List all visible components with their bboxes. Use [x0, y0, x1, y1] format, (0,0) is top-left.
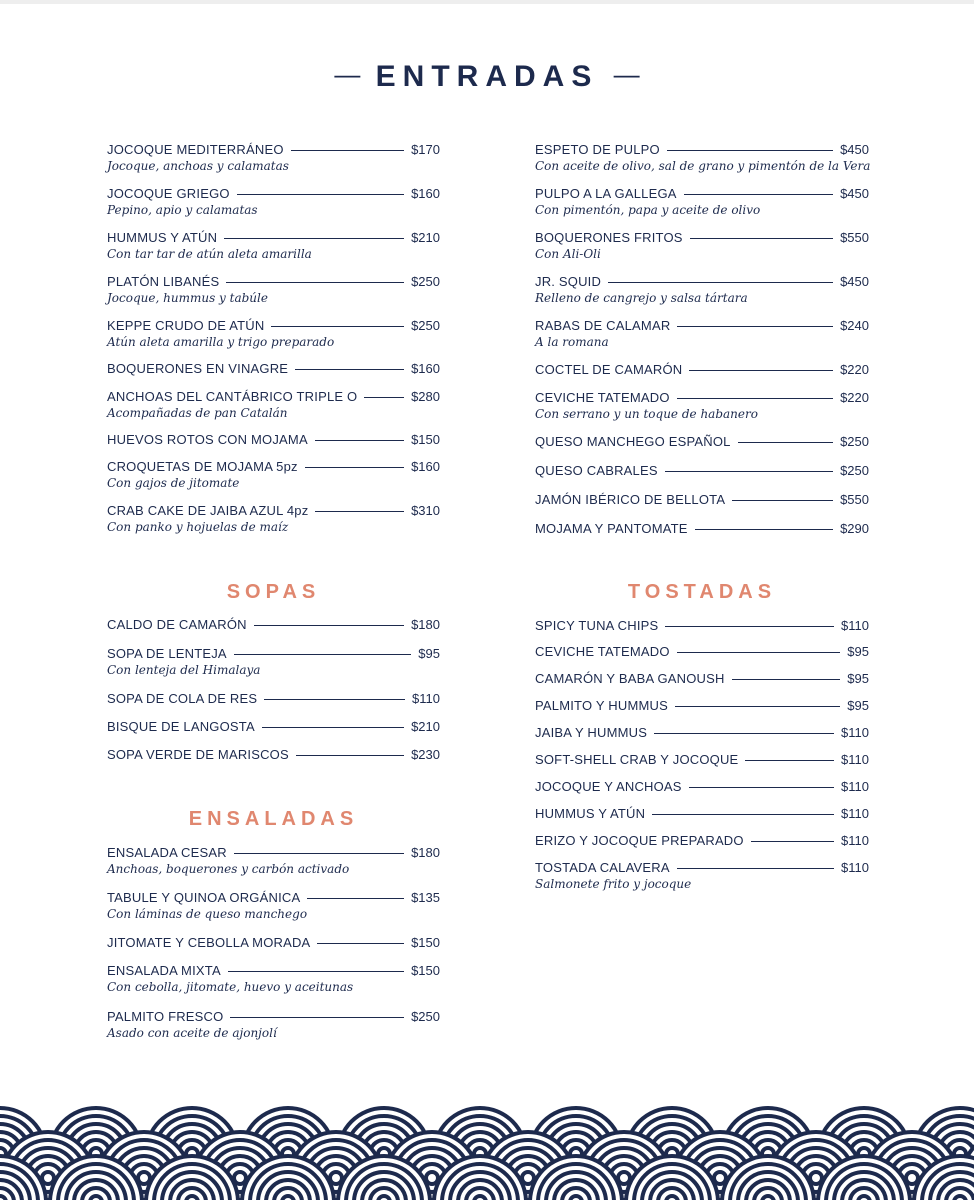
- item-description: Acompañadas de pan Catalán: [107, 406, 288, 420]
- item-price: $110: [841, 860, 869, 875]
- item-name: BOQUERONES FRITOS: [535, 230, 683, 245]
- menu-item-croquetas-de-mojama-5pz: [107, 459, 440, 491]
- menu-item-row: [107, 318, 440, 334]
- item-name: ENSALADA MIXTA: [107, 963, 221, 978]
- item-name: CRAB CAKE DE JAIBA AZUL 4pz: [107, 503, 309, 518]
- menu-item-palmito-fresco: [107, 1009, 440, 1041]
- dotted-leader: [234, 853, 404, 854]
- menu-item-row: [535, 521, 869, 537]
- dotted-leader: [305, 467, 404, 468]
- menu-item-row: [535, 186, 869, 202]
- menu-item-row: [107, 361, 440, 377]
- dotted-leader: [667, 150, 833, 151]
- title-text: ENTRADAS: [375, 60, 599, 93]
- item-description: Con lenteja del Himalaya: [107, 663, 261, 677]
- item-price: $210: [411, 719, 440, 734]
- item-price: $240: [840, 318, 869, 333]
- item-price: $150: [411, 432, 440, 447]
- title-dash-right: —: [613, 59, 640, 89]
- menu-item-row: [107, 230, 440, 246]
- dotted-leader: [364, 397, 404, 398]
- item-price: $250: [411, 1009, 440, 1024]
- item-description: Asado con aceite de ajonjolí: [107, 1026, 277, 1040]
- menu-item-anchoas-del-cantabrico-triple-o: [107, 389, 440, 421]
- dotted-leader: [732, 500, 833, 501]
- menu-item-row: [535, 752, 869, 768]
- item-name: JR. SQUID: [535, 274, 602, 289]
- item-name: JITOMATE Y CEBOLLA MORADA: [107, 935, 311, 950]
- dotted-leader: [677, 326, 833, 327]
- menu-item-row: [535, 779, 869, 795]
- item-name: PALMITO FRESCO: [107, 1009, 224, 1024]
- menu-item-row: [535, 362, 869, 378]
- item-name: PLATÓN LIBANÉS: [107, 274, 220, 289]
- item-name: ANCHOAS DEL CANTÁBRICO TRIPLE O: [107, 389, 358, 404]
- menu-item-mojama-y-pantomate: [535, 521, 869, 537]
- item-price: $160: [411, 459, 440, 474]
- item-description: Jocoque, anchoas y calamatas: [107, 159, 289, 173]
- item-price: $150: [411, 963, 440, 978]
- menu-item-jitomate-y-cebolla-morada: [107, 935, 440, 951]
- item-description: Relleno de cangrejo y salsa tártara: [535, 291, 748, 305]
- item-price: $110: [841, 752, 869, 767]
- menu-item-queso-cabrales: [535, 463, 869, 479]
- menu-item-row: [535, 698, 869, 714]
- menu-item-row: [107, 503, 440, 519]
- item-name: KEPPE CRUDO DE ATÚN: [107, 318, 265, 333]
- menu-item-row: [107, 719, 440, 735]
- item-name: MOJAMA Y PANTOMATE: [535, 521, 688, 536]
- item-description: Salmonete frito y jocoque: [535, 877, 692, 891]
- menu-item-palmito-y-hummus: [535, 698, 869, 714]
- item-description: Con tar tar de atún aleta amarilla: [107, 247, 312, 261]
- item-price: $230: [411, 747, 440, 762]
- menu-item-row: [107, 747, 440, 763]
- menu-item-huevos-rotos-con-mojama: [107, 432, 440, 448]
- menu-item-platon-libanes: [107, 274, 440, 306]
- title-dash-left: —: [334, 59, 361, 89]
- dotted-leader: [745, 760, 834, 761]
- dotted-leader: [237, 194, 404, 195]
- menu-item-tabule-y-quinoa-organica: [107, 890, 440, 922]
- dotted-leader: [675, 706, 840, 707]
- item-price: $110: [841, 779, 869, 794]
- menu-item-row: [107, 459, 440, 475]
- menu-item-row: [535, 806, 869, 822]
- item-description: Con serrano y un toque de habanero: [535, 407, 758, 421]
- dotted-leader: [315, 511, 404, 512]
- item-price: $95: [847, 671, 869, 686]
- ensaladas-title: ENSALADAS: [188, 808, 359, 830]
- menu-item-ceviche-tatemado: [535, 644, 869, 660]
- item-name: CALDO DE CAMARÓN: [107, 617, 247, 632]
- menu-item-row: [535, 142, 869, 158]
- menu-item-ceviche-tatemado: [535, 390, 869, 422]
- item-description: Con aceite de olivo, sal de grano y pimentón de la Vera: [535, 159, 871, 173]
- menu-item-row: [107, 617, 440, 633]
- item-description: Atún aleta amarilla y trigo preparado: [107, 335, 335, 349]
- menu-item-queso-manchego-espanol: [535, 434, 869, 450]
- item-price: $110: [841, 618, 869, 633]
- item-name: CROQUETAS DE MOJAMA 5pz: [107, 459, 298, 474]
- menu-item-espeto-de-pulpo: [535, 142, 869, 174]
- item-price: $220: [840, 362, 869, 377]
- dotted-leader: [665, 471, 833, 472]
- item-price: $110: [412, 691, 440, 706]
- dotted-leader: [695, 529, 833, 530]
- dotted-leader: [254, 625, 404, 626]
- item-price: $250: [840, 434, 869, 449]
- menu-item-row: [535, 644, 869, 660]
- item-price: $170: [411, 142, 440, 157]
- menu-item-row: [535, 725, 869, 741]
- dotted-leader: [295, 369, 404, 370]
- menu-item-caldo-de-camaron: [107, 617, 440, 633]
- tostadas-title: TOSTADAS: [627, 581, 777, 603]
- item-name: JOCOQUE MEDITERRÁNEO: [107, 142, 284, 157]
- item-name: ENSALADA CESAR: [107, 845, 227, 860]
- menu-item-row: [107, 274, 440, 290]
- item-description: Con panko y hojuelas de maíz: [107, 520, 289, 534]
- menu-item-camaron-y-baba-ganoush: [535, 671, 869, 687]
- item-price: $250: [411, 274, 440, 289]
- dotted-leader: [271, 326, 404, 327]
- menu-item-sopa-de-lenteja: [107, 646, 440, 678]
- item-price: $290: [840, 521, 869, 536]
- item-price: $95: [418, 646, 440, 661]
- item-price: $110: [841, 725, 869, 740]
- item-price: $150: [411, 935, 440, 950]
- item-price: $550: [840, 492, 869, 507]
- menu-item-sopa-de-cola-de-res: [107, 691, 440, 707]
- page-title: [0, 60, 974, 94]
- dotted-leader: [652, 814, 834, 815]
- item-price: $135: [411, 890, 440, 905]
- menu-item-row: [535, 833, 869, 849]
- dotted-leader: [226, 282, 404, 283]
- item-name: RABAS DE CALAMAR: [535, 318, 671, 333]
- item-price: $450: [840, 274, 869, 289]
- menu-item-row: [535, 318, 869, 334]
- item-description: Pepino, apio y calamatas: [107, 203, 258, 217]
- menu-item-jocoque-mediterraneo: [107, 142, 440, 174]
- menu-item-row: [107, 1009, 440, 1025]
- item-name: HUMMUS Y ATÚN: [535, 806, 646, 821]
- menu-item-row: [535, 860, 869, 876]
- dotted-leader: [264, 699, 405, 700]
- item-name: BOQUERONES EN VINAGRE: [107, 361, 289, 376]
- item-price: $160: [411, 361, 440, 376]
- item-name: JOCOQUE GRIEGO: [107, 186, 230, 201]
- menu-item-row: [535, 274, 869, 290]
- menu-item-jaiba-y-hummus: [535, 725, 869, 741]
- item-name: TABULE Y QUINOA ORGÁNICA: [107, 890, 301, 905]
- menu-item-row: [535, 463, 869, 479]
- menu-item-jocoque-griego: [107, 186, 440, 218]
- item-name: CEVICHE TATEMADO: [535, 644, 670, 659]
- item-name: QUESO MANCHEGO ESPAÑOL: [535, 434, 731, 449]
- item-name: SOPA DE COLA DE RES: [107, 691, 258, 706]
- top-border: [0, 0, 974, 4]
- menu-item-spicy-tuna-chips: [535, 618, 869, 634]
- item-price: $110: [841, 806, 869, 821]
- item-price: $95: [847, 698, 869, 713]
- item-price: $160: [411, 186, 440, 201]
- dotted-leader: [224, 238, 404, 239]
- item-name: CAMARÓN Y BABA GANOUSH: [535, 671, 725, 686]
- dotted-leader: [317, 943, 404, 944]
- menu-item-boquerones-en-vinagre: [107, 361, 440, 377]
- menu-item-row: [107, 142, 440, 158]
- dotted-leader: [228, 971, 404, 972]
- dotted-leader: [315, 440, 404, 441]
- item-name: SOPA DE LENTEJA: [107, 646, 227, 661]
- item-price: $250: [840, 463, 869, 478]
- item-price: $180: [411, 845, 440, 860]
- dotted-leader: [738, 442, 833, 443]
- dotted-leader: [684, 194, 833, 195]
- dotted-leader: [677, 652, 841, 653]
- menu-item-row: [107, 186, 440, 202]
- item-name: QUESO CABRALES: [535, 463, 658, 478]
- item-description: Con pimentón, papa y aceite de olivo: [535, 203, 761, 217]
- wave-pattern-decoration: [0, 1106, 974, 1200]
- dotted-leader: [307, 898, 404, 899]
- item-name: COCTEL DE CAMARÓN: [535, 362, 683, 377]
- menu-item-row: [107, 646, 440, 662]
- menu-item-soft-shell-crab-y-jocoque: [535, 752, 869, 768]
- menu-item-keppe-crudo-de-atun: [107, 318, 440, 350]
- menu-item-coctel-de-camaron: [535, 362, 869, 378]
- item-name: JOCOQUE Y ANCHOAS: [535, 779, 682, 794]
- menu-item-boquerones-fritos: [535, 230, 869, 262]
- dotted-leader: [677, 398, 833, 399]
- item-price: $95: [847, 644, 869, 659]
- dotted-leader: [234, 654, 412, 655]
- item-name: BISQUE DE LANGOSTA: [107, 719, 255, 734]
- dotted-leader: [751, 841, 834, 842]
- item-name: PULPO A LA GALLEGA: [535, 186, 677, 201]
- menu-item-row: [107, 432, 440, 448]
- item-description: Con Ali-Oli: [535, 247, 601, 261]
- item-name: CEVICHE TATEMADO: [535, 390, 670, 405]
- item-description: Con cebolla, jitomate, huevo y aceitunas: [107, 980, 354, 994]
- item-name: ERIZO Y JOCOQUE PREPARADO: [535, 833, 744, 848]
- menu-item-tostada-calavera: [535, 860, 869, 892]
- dotted-leader: [608, 282, 833, 283]
- item-name: SOPA VERDE DE MARISCOS: [107, 747, 289, 762]
- menu-item-jocoque-y-anchoas: [535, 779, 869, 795]
- dotted-leader: [291, 150, 404, 151]
- item-description: Con láminas de queso manchego: [107, 907, 308, 921]
- menu-item-jr-squid: [535, 274, 869, 306]
- dotted-leader: [654, 733, 834, 734]
- menu-item-row: [107, 389, 440, 405]
- menu-item-hummus-y-atun: [107, 230, 440, 262]
- menu-item-row: [107, 691, 440, 707]
- menu-item-row: [535, 390, 869, 406]
- item-description: Jocoque, hummus y tabúle: [107, 291, 268, 305]
- dotted-leader: [690, 238, 833, 239]
- dotted-leader: [230, 1017, 404, 1018]
- item-name: JAMÓN IBÉRICO DE BELLOTA: [535, 492, 726, 507]
- menu-item-hummus-y-atun: [535, 806, 869, 822]
- dotted-leader: [689, 787, 834, 788]
- menu-item-row: [535, 671, 869, 687]
- menu-item-jamon-iberico-de-bellota: [535, 492, 869, 508]
- dotted-leader: [262, 727, 404, 728]
- item-description: Con gajos de jitomate: [107, 476, 240, 490]
- dotted-leader: [296, 755, 404, 756]
- dotted-leader: [732, 679, 841, 680]
- menu-item-rabas-de-calamar: [535, 318, 869, 350]
- menu-item-row: [107, 963, 440, 979]
- item-price: $250: [411, 318, 440, 333]
- menu-item-row: [535, 434, 869, 450]
- dotted-leader: [665, 626, 834, 627]
- menu-item-row: [107, 845, 440, 861]
- menu-item-crab-cake-de-jaiba-azul-4pz: [107, 503, 440, 535]
- menu-item-row: [107, 935, 440, 951]
- item-name: HUEVOS ROTOS CON MOJAMA: [107, 432, 308, 447]
- item-price: $450: [840, 186, 869, 201]
- item-name: PALMITO Y HUMMUS: [535, 698, 668, 713]
- menu-item-row: [535, 492, 869, 508]
- menu-item-row: [535, 618, 869, 634]
- item-price: $110: [841, 833, 869, 848]
- item-name: ESPETO DE PULPO: [535, 142, 660, 157]
- item-name: JAIBA Y HUMMUS: [535, 725, 648, 740]
- dotted-leader: [689, 370, 833, 371]
- item-price: $180: [411, 617, 440, 632]
- item-name: SPICY TUNA CHIPS: [535, 618, 659, 633]
- menu-item-erizo-y-jocoque-preparado: [535, 833, 869, 849]
- item-name: SOFT-SHELL CRAB Y JOCOQUE: [535, 752, 739, 767]
- menu-item-row: [535, 230, 869, 246]
- item-price: $210: [411, 230, 440, 245]
- item-price: $550: [840, 230, 869, 245]
- item-price: $220: [840, 390, 869, 405]
- sopas-title: SOPAS: [226, 581, 321, 603]
- menu-item-row: [107, 890, 440, 906]
- item-price: $310: [411, 503, 440, 518]
- menu-item-ensalada-cesar: [107, 845, 440, 877]
- menu-item-pulpo-a-la-gallega: [535, 186, 869, 218]
- menu-item-bisque-de-langosta: [107, 719, 440, 735]
- item-price: $280: [411, 389, 440, 404]
- item-description: Anchoas, boquerones y carbón activado: [107, 862, 350, 876]
- item-description: A la romana: [535, 335, 609, 349]
- item-name: TOSTADA CALAVERA: [535, 860, 670, 875]
- menu-item-sopa-verde-de-mariscos: [107, 747, 440, 763]
- item-price: $450: [840, 142, 869, 157]
- menu-item-ensalada-mixta: [107, 963, 440, 995]
- item-name: HUMMUS Y ATÚN: [107, 230, 218, 245]
- dotted-leader: [677, 868, 834, 869]
